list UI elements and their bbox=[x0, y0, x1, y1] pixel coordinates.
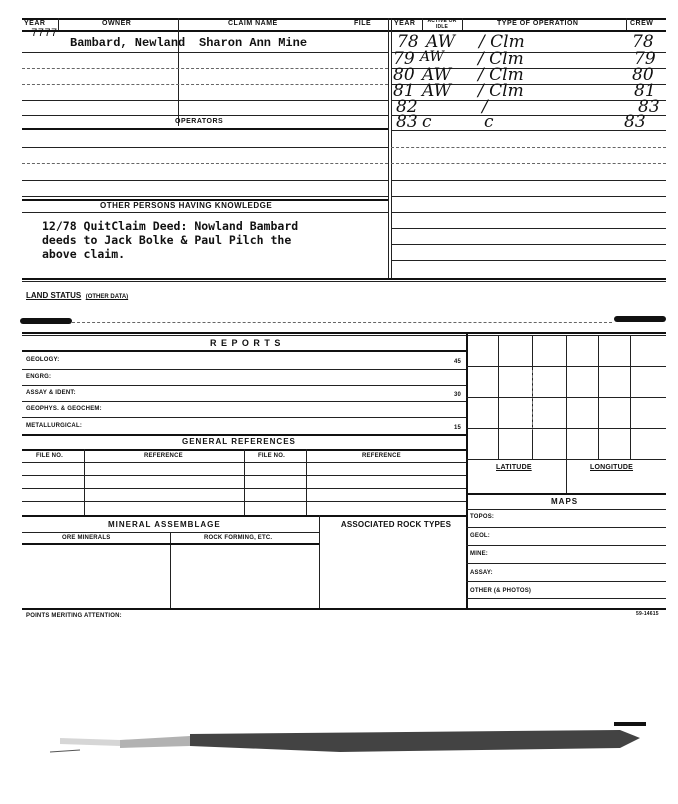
op-crew: 83 bbox=[638, 97, 660, 117]
rule bbox=[391, 228, 666, 229]
other-persons-label: OTHER PERSONS HAVING KNOWLEDGE bbox=[100, 201, 273, 210]
rule bbox=[466, 509, 666, 510]
ore-minerals-label: ORE MINERALS bbox=[62, 535, 111, 541]
mineral-assemblage-title: MINERAL ASSEMBLAGE bbox=[108, 520, 221, 529]
other-persons-line: deeds to Jack Bolke & Paul Pilch the bbox=[42, 233, 292, 247]
report-metallurgical: METALLURGICAL: bbox=[26, 423, 83, 429]
op-crew: 78 bbox=[632, 32, 654, 52]
rule bbox=[22, 196, 388, 197]
rule bbox=[22, 608, 666, 610]
op-year: 83 bbox=[396, 112, 418, 132]
rule bbox=[22, 462, 466, 463]
op-status: AW bbox=[422, 65, 452, 85]
land-status-label: LAND STATUS bbox=[26, 291, 82, 300]
rule bbox=[466, 527, 666, 528]
divider bbox=[532, 370, 533, 430]
maps-geol: GEOL: bbox=[470, 533, 490, 539]
ink-smudge bbox=[614, 316, 666, 322]
divider bbox=[306, 449, 307, 515]
rule bbox=[22, 515, 466, 517]
divider bbox=[319, 515, 320, 608]
op-year: 78 bbox=[397, 32, 419, 52]
rule bbox=[466, 493, 666, 495]
col-header-crew: CREW bbox=[630, 20, 654, 27]
op-year: 79 bbox=[393, 49, 415, 69]
rule bbox=[466, 397, 666, 398]
reports-title: R E P O R T S bbox=[210, 338, 282, 348]
report-engrg: ENGRG: bbox=[26, 374, 52, 380]
gr-col-file: FILE NO. bbox=[36, 453, 63, 459]
op-year: 80 bbox=[393, 65, 415, 85]
report-geophys: GEOPHYS. & GEOCHEM: bbox=[26, 406, 102, 412]
divider bbox=[566, 459, 567, 493]
claim-name: Sharon Ann Mine bbox=[199, 36, 308, 50]
rule bbox=[22, 332, 666, 334]
op-year: 82 bbox=[396, 97, 418, 117]
latitude-label: LATITUDE bbox=[496, 464, 532, 471]
op-crew: 80 bbox=[632, 65, 654, 85]
rule bbox=[391, 163, 666, 164]
rule bbox=[22, 52, 388, 53]
rule bbox=[22, 401, 466, 402]
rule bbox=[466, 563, 666, 564]
col-header-file: FILE bbox=[354, 20, 372, 27]
rule bbox=[72, 322, 612, 323]
op-crew: 83 bbox=[624, 112, 646, 132]
op-type: / Clm bbox=[478, 49, 524, 69]
op-type: / bbox=[482, 97, 488, 117]
scan-noise bbox=[40, 722, 660, 756]
col-header-type-of-operation: TYPE OF OPERATION bbox=[497, 20, 579, 27]
rule bbox=[22, 68, 388, 69]
divider bbox=[391, 18, 392, 278]
report-num: 15 bbox=[454, 425, 462, 431]
col-header-claim-name: CLAIM NAME bbox=[228, 20, 278, 27]
report-num: 45 bbox=[454, 359, 462, 365]
divider bbox=[388, 18, 389, 278]
rule bbox=[391, 196, 666, 197]
rule bbox=[22, 180, 388, 181]
divider bbox=[462, 18, 463, 30]
maps-assay: ASSAY: bbox=[470, 570, 493, 576]
rule bbox=[22, 84, 388, 85]
general-references-title: GENERAL REFERENCES bbox=[182, 437, 296, 446]
rule bbox=[22, 335, 666, 336]
header-rule bbox=[22, 30, 666, 32]
rule bbox=[22, 501, 466, 502]
rule bbox=[22, 385, 466, 386]
maps-other: OTHER (& PHOTOS) bbox=[470, 588, 532, 594]
report-geology: GEOLOGY: bbox=[26, 357, 60, 363]
rule bbox=[22, 128, 388, 130]
points-meriting-attention: POINTS MERITING ATTENTION: bbox=[26, 613, 122, 619]
col-header-active-idle: ACTIVE OR IDLE bbox=[427, 18, 457, 30]
rule bbox=[391, 147, 666, 148]
op-type: / Clm bbox=[479, 32, 525, 52]
divider bbox=[58, 18, 59, 30]
op-status: AW bbox=[420, 49, 444, 65]
maps-topos: TOPOS: bbox=[470, 514, 495, 520]
divider bbox=[84, 449, 85, 515]
divider bbox=[626, 18, 627, 30]
rule bbox=[22, 281, 666, 282]
divider bbox=[466, 332, 468, 608]
rule bbox=[22, 350, 466, 352]
gr-col-reference2: REFERENCE bbox=[362, 453, 401, 459]
rule bbox=[391, 244, 666, 245]
longitude-label: LONGITUDE bbox=[590, 464, 634, 471]
op-status: c bbox=[422, 112, 432, 132]
rule bbox=[22, 278, 666, 280]
rule bbox=[22, 417, 466, 418]
rule bbox=[22, 543, 319, 545]
land-status-heading bbox=[26, 285, 128, 303]
op-type: / Clm bbox=[478, 65, 524, 85]
report-assay: ASSAY & IDENT: bbox=[26, 390, 76, 396]
report-num: 30 bbox=[454, 392, 462, 398]
rule bbox=[466, 428, 666, 429]
rule bbox=[466, 581, 666, 582]
op-crew: 81 bbox=[634, 81, 656, 101]
rock-forming-label: ROCK FORMING, ETC. bbox=[204, 535, 273, 541]
gr-col-file2: FILE NO. bbox=[258, 453, 285, 459]
operators-label: OPERATORS bbox=[175, 118, 224, 125]
other-persons-line: above claim. bbox=[42, 247, 126, 261]
col-header-owner: OWNER bbox=[102, 20, 132, 27]
col-header-year2: YEAR bbox=[394, 20, 416, 27]
op-status: AW bbox=[422, 81, 452, 101]
rule bbox=[466, 366, 666, 367]
form-number: 59-14615 bbox=[636, 611, 659, 617]
rule bbox=[391, 260, 666, 261]
owner-name: Bambard, Newland bbox=[70, 36, 186, 50]
op-type: / Clm bbox=[478, 81, 524, 101]
rule bbox=[22, 100, 388, 101]
rule bbox=[22, 147, 388, 148]
land-status-sub: (OTHER DATA) bbox=[85, 294, 129, 300]
divider bbox=[244, 449, 245, 515]
rule bbox=[466, 545, 666, 546]
year-scribble: 7777 bbox=[31, 28, 58, 40]
rule bbox=[391, 180, 666, 181]
rule bbox=[466, 598, 666, 599]
divider bbox=[178, 18, 179, 126]
rule bbox=[22, 163, 388, 164]
other-persons-line: 12/78 QuitClaim Deed: Nowland Bambard bbox=[42, 219, 299, 233]
maps-mine: MINE: bbox=[470, 551, 488, 557]
rule bbox=[22, 115, 388, 116]
op-type: c bbox=[484, 112, 494, 132]
maps-title: MAPS bbox=[551, 497, 579, 506]
col-header-year: YEAR bbox=[24, 20, 46, 27]
rule bbox=[22, 212, 388, 213]
associated-rock-types: ASSOCIATED ROCK TYPES bbox=[340, 520, 452, 529]
rule bbox=[22, 369, 466, 370]
gr-col-reference: REFERENCE bbox=[144, 453, 183, 459]
op-year: 81 bbox=[393, 81, 415, 101]
divider bbox=[422, 18, 423, 30]
ink-smudge bbox=[20, 318, 72, 324]
op-crew: 79 bbox=[634, 49, 656, 69]
rule bbox=[22, 434, 466, 436]
rule bbox=[22, 475, 466, 476]
rule bbox=[22, 488, 466, 489]
rule bbox=[391, 212, 666, 213]
op-status: AW bbox=[426, 32, 456, 52]
